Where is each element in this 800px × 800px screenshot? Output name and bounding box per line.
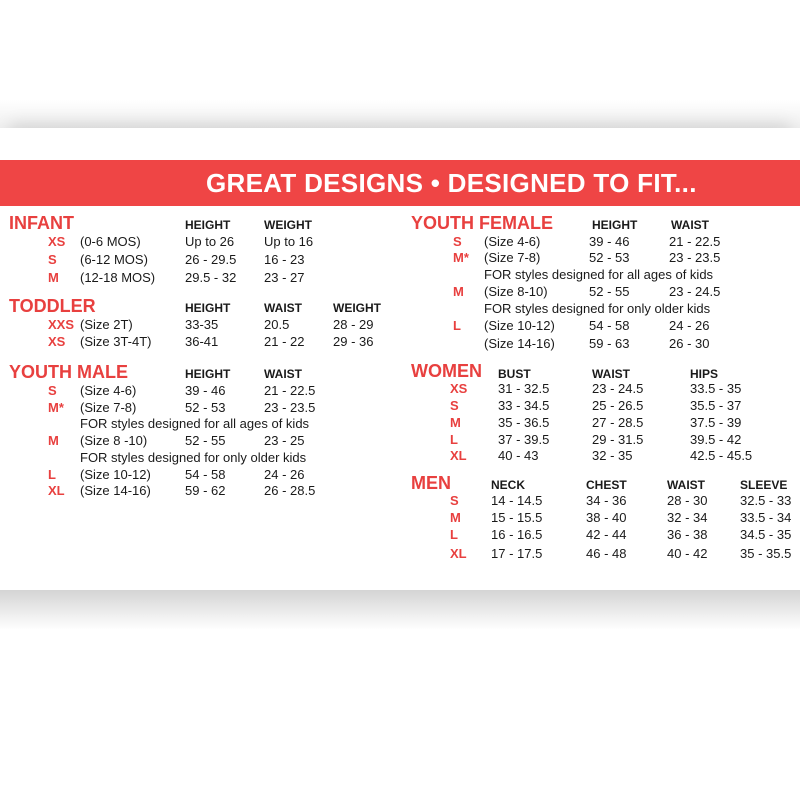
weight-value: 16 - 23 [264, 252, 305, 267]
waist-value: 23 - 23.5 [669, 250, 721, 265]
chest-value: 38 - 40 [586, 510, 627, 525]
size-range: (Size 7-8) [80, 400, 137, 415]
header-waist: WAIST [667, 478, 705, 492]
table-row [0, 317, 800, 334]
hips-value: 42.5 - 45.5 [690, 448, 753, 463]
size-range: (6-12 MOS) [80, 252, 148, 267]
size-range: (Size 8 -10) [80, 433, 148, 448]
waist-value: 27 - 28.5 [592, 415, 644, 430]
weight-value: 23 - 27 [264, 270, 305, 285]
section-title-youth-male: YOUTH MALE [9, 362, 128, 382]
header-bust: BUST [498, 367, 531, 381]
waist-value: 20.5 [264, 317, 290, 332]
waist-value: 21 - 22 [264, 334, 305, 349]
height-value: 54 - 58 [589, 318, 630, 333]
table-row [0, 526, 800, 543]
header-weight: WEIGHT [333, 301, 381, 315]
header-waist: WAIST [264, 301, 302, 315]
waist-value: 29 - 31.5 [592, 432, 644, 447]
size-label: M* [453, 250, 469, 265]
height-value: 52 - 53 [589, 250, 630, 265]
height-value: 59 - 63 [589, 336, 630, 351]
waist-value: 23 - 23.5 [264, 400, 316, 415]
height-value: 29.5 - 32 [185, 270, 237, 285]
size-label: XS [48, 334, 66, 349]
neck-value: 16 - 16.5 [491, 527, 543, 542]
size-range: (Size 4-6) [80, 383, 137, 398]
size-range: (Size 14-16) [484, 336, 555, 351]
waist-value: 32 - 34 [667, 510, 708, 525]
waist-value: 25 - 26.5 [592, 398, 644, 413]
banner-title: GREAT DESIGNS • DESIGNED TO FIT... [206, 168, 697, 198]
size-label: M [48, 433, 59, 448]
section-title-infant: INFANT [9, 213, 74, 233]
height-value: 52 - 55 [589, 284, 630, 299]
weight-value: 29 - 36 [333, 334, 374, 349]
size-range: (0-6 MOS) [80, 234, 141, 249]
fit-note: FOR styles designed for all ages of kids [484, 267, 714, 282]
size-range: (12-18 MOS) [80, 270, 156, 285]
table-row [0, 249, 800, 266]
size-label: S [453, 234, 462, 249]
header-waist: WAIST [592, 367, 630, 381]
sleeve-value: 34.5 - 35 [740, 527, 792, 542]
size-range: (Size 10-12) [80, 467, 151, 482]
size-label: XXS [48, 317, 75, 332]
size-label: S [48, 383, 57, 398]
height-value: 33-35 [185, 317, 219, 332]
header-height: HEIGHT [592, 218, 638, 232]
table-note-row [0, 266, 800, 283]
bust-value: 35 - 36.5 [498, 415, 550, 430]
waist-value: 28 - 30 [667, 493, 708, 508]
height-value: 54 - 58 [185, 467, 226, 482]
top-shadow [0, 100, 800, 130]
size-label: M* [48, 400, 64, 415]
height-value: 52 - 55 [185, 433, 226, 448]
bust-value: 40 - 43 [498, 448, 539, 463]
size-label: XL [450, 546, 467, 561]
waist-value: 40 - 42 [667, 546, 708, 561]
neck-value: 17 - 17.5 [491, 546, 543, 561]
fit-note: FOR styles designed for only older kids [484, 301, 711, 316]
size-range: (Size 2T) [80, 317, 133, 332]
chest-value: 34 - 36 [586, 493, 627, 508]
waist-value: 21 - 22.5 [264, 383, 316, 398]
table-row [0, 397, 800, 414]
size-range: (Size 4-6) [484, 234, 541, 249]
size-label: XL [48, 483, 65, 498]
fit-note: FOR styles designed for only older kids [80, 450, 307, 465]
height-value: 39 - 46 [185, 383, 226, 398]
section-title-toddler: TODDLER [9, 296, 96, 316]
hips-value: 35.5 - 37 [690, 398, 742, 413]
size-label: S [48, 252, 57, 267]
section-title-youth-female: YOUTH FEMALE [411, 213, 553, 233]
chest-value: 42 - 44 [586, 527, 627, 542]
header-waist: WAIST [671, 218, 709, 232]
sleeve-value: 35 - 35.5 [740, 546, 792, 561]
neck-value: 14 - 14.5 [491, 493, 543, 508]
section-title-women: WOMEN [411, 361, 482, 381]
size-label: M [48, 270, 59, 285]
height-value: 39 - 46 [589, 234, 630, 249]
height-value: 36-41 [185, 334, 219, 349]
sleeve-value: 33.5 - 34 [740, 510, 792, 525]
waist-value: 23 - 24.5 [669, 284, 721, 299]
hips-value: 33.5 - 35 [690, 381, 742, 396]
waist-value: 36 - 38 [667, 527, 708, 542]
hips-value: 37.5 - 39 [690, 415, 742, 430]
size-range: (Size 3T-4T) [80, 334, 152, 349]
size-label: S [450, 493, 459, 508]
size-label: XS [48, 234, 66, 249]
size-label: XL [450, 448, 467, 463]
waist-value: 26 - 30 [669, 336, 710, 351]
table-row [0, 233, 800, 250]
weight-value: 28 - 29 [333, 317, 374, 332]
size-label: L [450, 432, 458, 447]
height-value: 26 - 29.5 [185, 252, 237, 267]
size-label: XS [450, 381, 468, 396]
size-range: (Size 8-10) [484, 284, 548, 299]
header-height: HEIGHT [185, 218, 231, 232]
table-note-row [0, 300, 800, 317]
fit-note: FOR styles designed for all ages of kids [80, 416, 310, 431]
table-row [0, 414, 800, 431]
header-hips: HIPS [690, 367, 719, 381]
table-row [0, 283, 800, 300]
waist-value: 26 - 28.5 [264, 483, 316, 498]
size-range: (Size 10-12) [484, 318, 555, 333]
sleeve-value: 32.5 - 33 [740, 493, 792, 508]
chest-value: 46 - 48 [586, 546, 627, 561]
header-sleeve: SLEEVE [740, 478, 788, 492]
table-row [0, 509, 800, 526]
table-row [0, 380, 800, 397]
header-height: HEIGHT [185, 301, 231, 315]
size-label: M [453, 284, 464, 299]
waist-value: 23 - 24.5 [592, 381, 644, 396]
header-waist: WAIST [264, 367, 302, 381]
waist-value: 24 - 26 [264, 467, 305, 482]
size-range: (Size 14-16) [80, 483, 151, 498]
size-range: (Size 7-8) [484, 250, 541, 265]
bust-value: 31 - 32.5 [498, 381, 550, 396]
waist-value: 23 - 25 [264, 433, 305, 448]
height-value: 52 - 53 [185, 400, 226, 415]
bust-value: 37 - 39.5 [498, 432, 550, 447]
size-label: L [453, 318, 461, 333]
bust-value: 33 - 34.5 [498, 398, 550, 413]
height-value: 59 - 62 [185, 483, 226, 498]
section-title-men: MEN [411, 473, 451, 493]
table-row [0, 447, 800, 464]
table-row [0, 431, 800, 448]
header-weight: WEIGHT [264, 218, 312, 232]
size-label: L [48, 467, 56, 482]
bottom-shadow [0, 590, 800, 630]
size-label: L [450, 527, 458, 542]
header-neck: NECK [491, 478, 526, 492]
weight-value: Up to 16 [264, 234, 314, 249]
table-row [0, 545, 800, 562]
hips-value: 39.5 - 42 [690, 432, 742, 447]
header-chest: CHEST [586, 478, 627, 492]
size-label: M [450, 510, 461, 525]
table-row [0, 335, 800, 352]
neck-value: 15 - 15.5 [491, 510, 543, 525]
table-row [0, 492, 800, 509]
header-height: HEIGHT [185, 367, 231, 381]
waist-value: 21 - 22.5 [669, 234, 721, 249]
waist-value: 32 - 35 [592, 448, 633, 463]
height-value: Up to 26 [185, 234, 235, 249]
waist-value: 24 - 26 [669, 318, 710, 333]
size-label: M [450, 415, 461, 430]
size-label: S [450, 398, 459, 413]
